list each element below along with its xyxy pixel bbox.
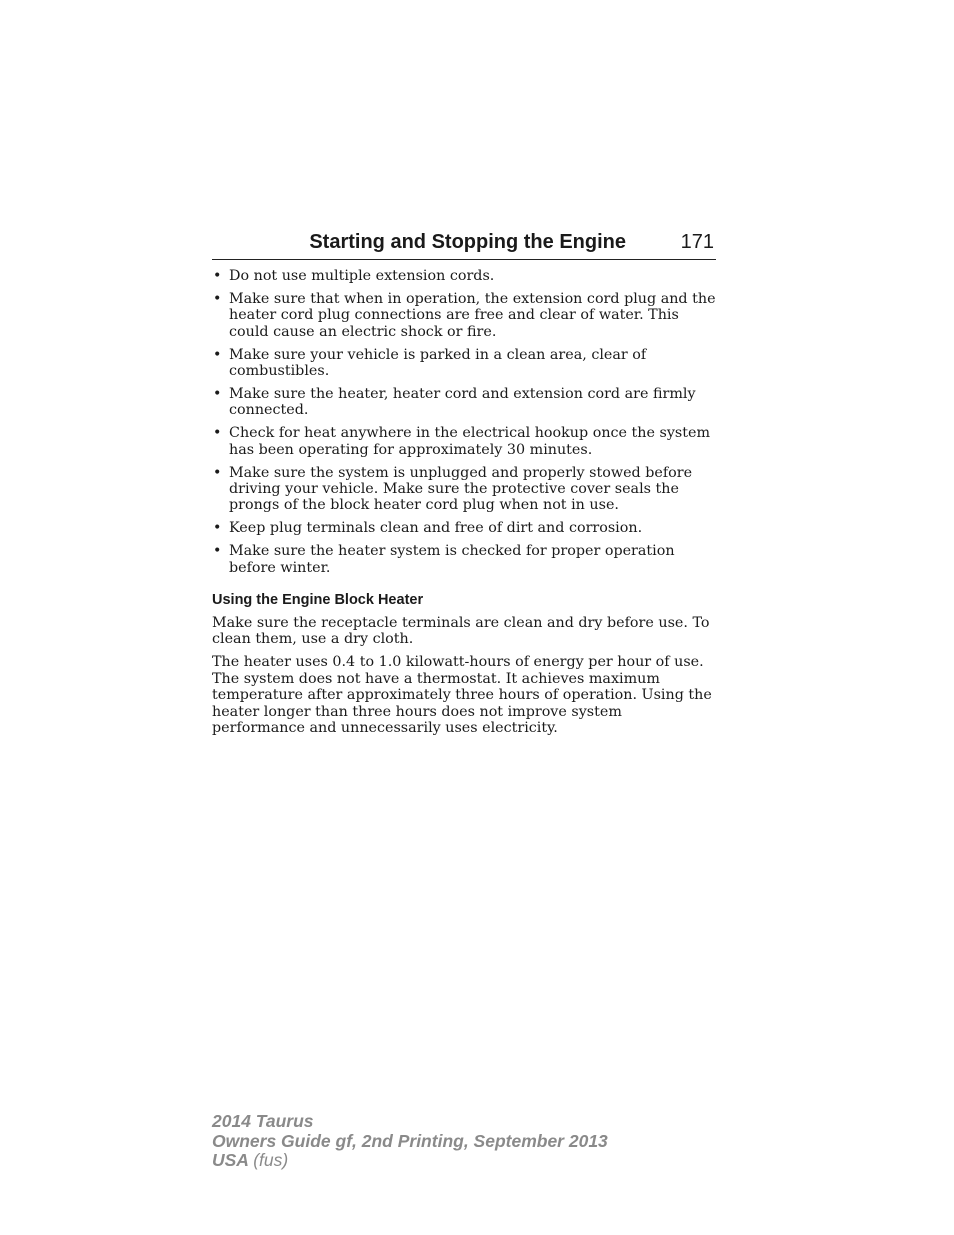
page-header	[212, 229, 716, 260]
footer-printing: Owners Guide gf, 2nd Printing, September 2013	[212, 1130, 608, 1151]
page-title: Starting and Stopping the Engine	[309, 231, 626, 253]
bullet-list	[212, 268, 718, 576]
list-item: • Make sure the heater, heater cord and extension cord are firmly connected.	[213, 385, 696, 419]
paragraph: The heater uses 0.4 to 1.0 kilowatt-hours of energy per hour of use. The system does not have a thermostat. It achieves maximum temperature after approximately three hours of operation. Using the heater longer than three hours does not improve system performance and unnecessarily uses electricity.	[212, 654, 712, 736]
paragraph: Make sure the receptacle terminals are clean and dry before use. To clean them, use a dry cloth.	[212, 615, 710, 648]
footer-model: 2014 Taurus	[212, 1111, 314, 1131]
list-item: • Check for heat anywhere in the electrical hookup once the system has been operating for approximately 30 minutes.	[213, 425, 711, 458]
list-item: • Make sure the heater system is checked for proper operation before winter.	[213, 543, 675, 576]
list-item: • Make sure your vehicle is parked in a clean area, clear of combustibles.	[213, 346, 647, 380]
list-item: • Keep plug terminals clean and free of dirt and corrosion.	[213, 520, 643, 537]
page-content	[212, 268, 718, 743]
list-item: • Make sure the system is unplugged and properly stowed before driving your vehicle. Make sure the protective cover seals the prongs of the block heater cord plug when not in use.	[213, 464, 693, 514]
list-item: • Make sure that when in operation, the extension cord plug and the heater cord plug connections are free and clear of water. This could cause an electric shock or fire.	[213, 290, 716, 340]
section-heading: Using the Engine Block Heater	[212, 592, 424, 608]
list-item: • Do not use multiple extension cords.	[213, 268, 495, 284]
page-footer	[212, 1112, 608, 1171]
page-number: 171	[680, 231, 714, 253]
footer-region: USA (fus)	[212, 1150, 289, 1170]
